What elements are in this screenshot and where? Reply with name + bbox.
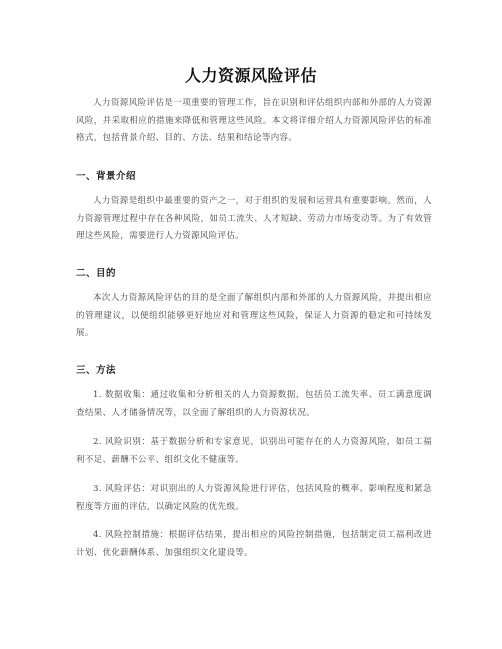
section-background-body bbox=[76, 193, 432, 246]
method-item-1 bbox=[76, 387, 432, 422]
page-title: 人力资源风险评估 bbox=[184, 66, 317, 85]
section-paragraph: 人力资源是组织中最重要的资产之一，对于组织的发展和运营具有重要影响。然而，人力资源管理过程中存在各种风险，如员工流失、人才短缺、劳动力市场变动等。为了有效管理这些风险，需要进行人力资源风险评估。 bbox=[76, 196, 432, 241]
method-item-text: 4. 风险控制措施：根据评估结果，提出相应的风险控制措施，包括制定员工福利改进计划、优化薪酬体系、加强组织文化建设等。 bbox=[76, 530, 432, 558]
method-item-2 bbox=[76, 434, 432, 469]
method-item-3 bbox=[76, 481, 432, 516]
section-paragraph: 本次人力资源风险评估的目的是全面了解组织内部和外部的人力资源风险，并提出相应的管理建议，以便组织能够更好地应对和管理这些风险，保证人力资源的稳定和可持续发展。 bbox=[76, 293, 432, 338]
method-item-text: 1. 数据收集：通过收集和分析相关的人力资源数据，包括员工流失率、员工满意度调查结果、人才储备情况等，以全面了解组织的人力资源状况。 bbox=[76, 390, 432, 418]
section-purpose-body bbox=[76, 290, 432, 343]
method-item-4 bbox=[76, 527, 432, 562]
intro-block bbox=[76, 95, 432, 148]
method-item-text: 2. 风险识别：基于数据分析和专家意见，识别出可能存在的人力资源风险，如员工福利不足、薪酬不公平、组织文化不健康等。 bbox=[76, 437, 432, 465]
intro-paragraph: 人力资源风险评估是一项重要的管理工作，旨在识别和评估组织内部和外部的人力资源风险，并采取相应的措施来降低和管理这些风险。本文将详细介绍人力资源风险评估的标准格式，包括背景介绍、目的、方法、结果和结论等内容。 bbox=[76, 98, 432, 143]
method-item-text: 3. 风险评估：对识别出的人力资源风险进行评估，包括风险的概率、影响程度和紧急程度等方面的评估，以确定风险的优先级。 bbox=[76, 484, 432, 512]
section-heading-purpose: 二、目的 bbox=[76, 268, 117, 279]
section-heading-method: 三、方法 bbox=[76, 365, 117, 376]
section-heading-background: 一、背景介绍 bbox=[76, 171, 137, 182]
